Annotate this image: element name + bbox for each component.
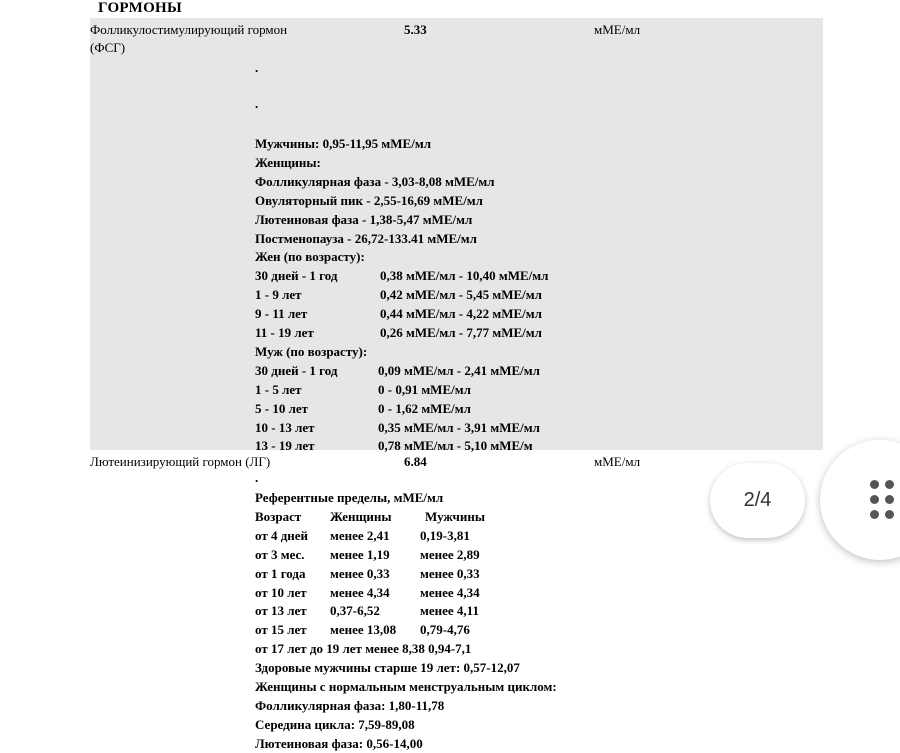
lh-table-cell: менее 2,41 [330, 527, 390, 543]
lh-table-cell: менее 0,33 [330, 565, 390, 581]
fsh-value: 5.33 [404, 22, 427, 37]
lh-table-cell: менее 4,34 [330, 584, 390, 600]
grid-dots-icon [870, 480, 900, 520]
lh-table-cell: от 10 лет [255, 584, 307, 600]
fsh-name-line1: Фолликулостимулирующий гормон [90, 22, 288, 37]
fsh-male-range: 0,78 мМЕ/мл - 5,10 мМЕ/м [378, 438, 533, 454]
fsh-female-range: 0,38 мМЕ/мл - 10,40 мМЕ/мл [380, 268, 549, 284]
fsh-male-range: 0,35 мМЕ/мл - 3,91 мМЕ/мл [378, 419, 540, 435]
fsh-male-range: 0,09 мМЕ/мл - 2,41 мМЕ/мл [378, 362, 540, 378]
fsh-male-age: 13 - 19 лет [255, 438, 315, 454]
fsh-female-range: 0,44 мМЕ/мл - 4,22 мМЕ/мл [380, 306, 542, 322]
fsh-ref-line: Фолликулярная фаза - 3,03-8,08 мМЕ/мл [255, 173, 495, 189]
fsh-ref-line: Жен (по возрасту): [255, 249, 365, 265]
page-indicator-text: 2/4 [743, 489, 772, 511]
lh-name: Лютеинизирующий гормон (ЛГ) [90, 454, 271, 469]
fsh-male-range: 0 - 1,62 мМЕ/мл [378, 400, 471, 416]
lh-table-header: Возраст [255, 508, 302, 524]
lh-unit: мМЕ/мл [594, 454, 641, 469]
fsh-ref-line: Лютеиновая фаза - 1,38-5,47 мМЕ/мл [255, 211, 473, 227]
fsh-male-range: 0 - 0,91 мМЕ/мл [378, 381, 471, 397]
lh-table-cell: менее 4,34 [420, 584, 480, 600]
lh-table-cell: менее 2,89 [420, 546, 480, 562]
fsh-ref-line: Овуляторный пик - 2,55-16,69 мМЕ/мл [255, 192, 483, 208]
lh-table-cell: от 4 дней [255, 527, 309, 543]
section-title: ГОРМОНЫ [98, 0, 183, 16]
fsh-female-age: 30 дней - 1 год [255, 268, 338, 284]
lh-table-cell: 0,37-6,52 [330, 603, 380, 619]
fsh-female-age: 9 - 11 лет [255, 306, 308, 322]
lh-table-cell: менее 1,19 [330, 546, 390, 562]
lh-table-cell: 0,79-4,76 [420, 622, 470, 638]
lh-table-cell: от 1 года [255, 565, 306, 581]
lh-dot: . [255, 470, 259, 485]
lh-table-header: Мужчины [425, 508, 485, 524]
lh-extra-line: Фолликулярная фаза: 1,80-11,78 [255, 697, 445, 713]
lh-extra-line: Лютеиновая фаза: 0,56-14,00 [255, 735, 423, 751]
fsh-male-age: 1 - 5 лет [255, 381, 302, 397]
lh-ref-title: Референтные пределы, мМЕ/мл [255, 490, 444, 505]
fsh-female-age: 1 - 9 лет [255, 287, 302, 303]
lh-table-cell: 0,19-3,81 [420, 527, 470, 543]
fsh-ref-line: Мужчины: 0,95-11,95 мМЕ/мл [255, 136, 431, 151]
lh-value: 6.84 [404, 454, 427, 469]
lh-table-cell: от 3 мес. [255, 546, 305, 562]
lh-extra-line: Женщины с нормальным менструальным циклом: [255, 679, 557, 694]
lh-extra-line: Середина цикла: 7,59-89,08 [255, 716, 415, 732]
fsh-male-heading: Муж (по возрасту): [255, 343, 368, 359]
fsh-ref-line: Женщины: [255, 154, 321, 170]
lh-extra-line: от 17 лет до 19 лет менее 8,38 0,94-7,1 [255, 641, 472, 657]
lh-table-cell: от 15 лет [255, 622, 307, 638]
lh-extra-line: Здоровые мужчины старше 19 лет: 0,57-12,07 [255, 660, 520, 676]
fsh-male-age: 5 - 10 лет [255, 400, 309, 416]
fsh-name-line2: (ФСГ) [90, 40, 126, 55]
fsh-dot-2: . [255, 96, 259, 111]
lh-table-cell: менее 4,11 [420, 603, 479, 619]
fsh-dot-1: . [255, 60, 259, 75]
fsh-female-range: 0,42 мМЕ/мл - 5,45 мМЕ/мл [380, 287, 542, 303]
fsh-female-age: 11 - 19 лет [255, 325, 314, 340]
page-indicator[interactable] [710, 463, 805, 538]
lh-table-cell: менее 13,08 [330, 622, 397, 638]
fsh-male-age: 10 - 13 лет [255, 419, 315, 435]
lh-table-cell: от 13 лет [255, 603, 307, 619]
fsh-male-age: 30 дней - 1 год [255, 362, 338, 378]
lh-table-cell: менее 0,33 [420, 565, 480, 581]
fsh-female-range: 0,26 мМЕ/мл - 7,77 мМЕ/мл [380, 325, 542, 340]
fsh-ref-line: Постменопауза - 26,72-133.41 мМЕ/мл [255, 230, 477, 246]
lh-table-header: Женщины [330, 508, 392, 524]
fsh-unit: мМЕ/мл [594, 22, 641, 37]
